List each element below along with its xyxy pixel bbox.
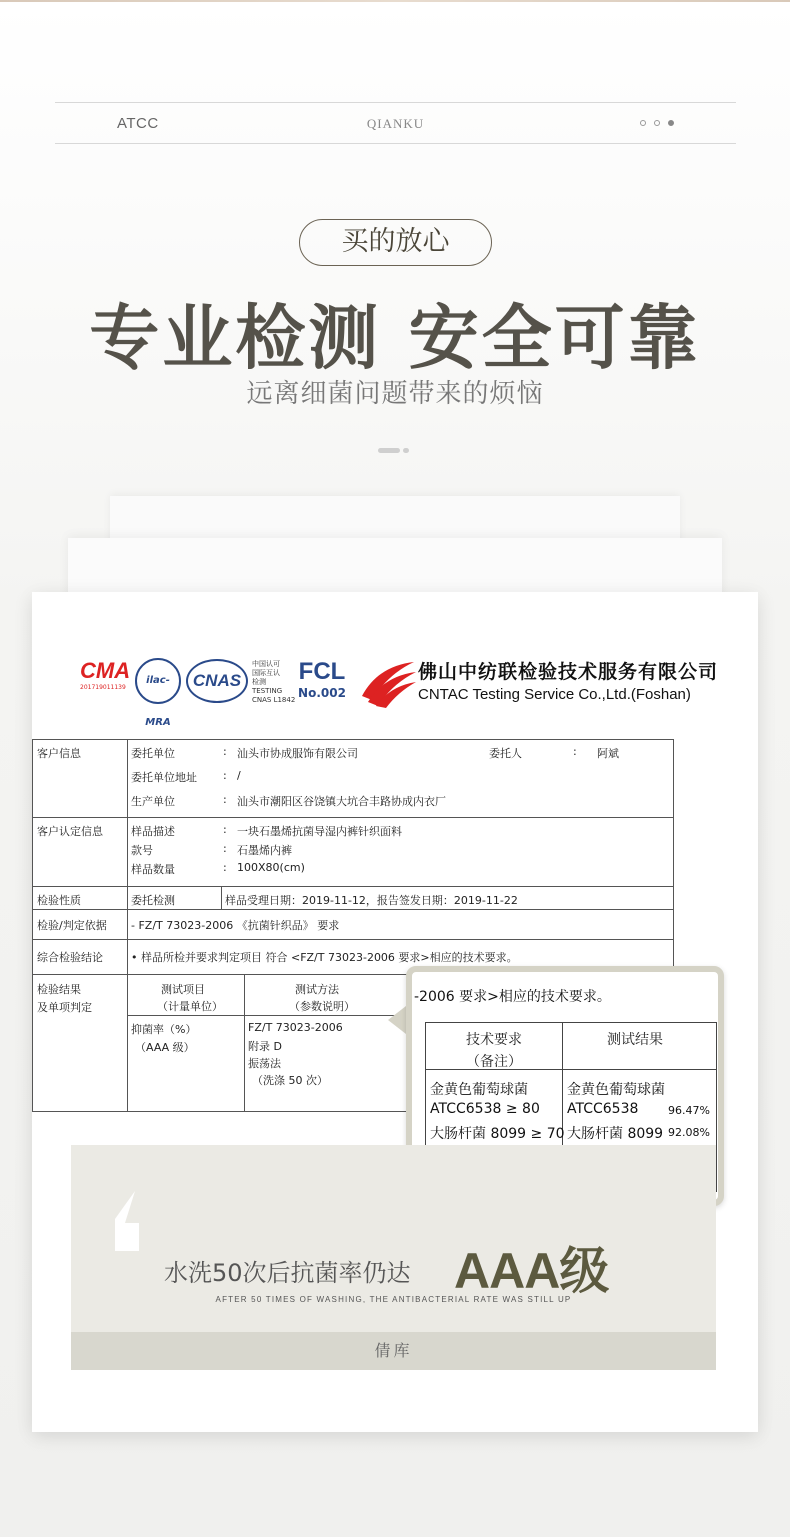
certification-logos xyxy=(80,654,720,728)
callout-pointer xyxy=(388,1006,406,1034)
divider-bar xyxy=(378,448,400,453)
slogan-english: AFTER 50 TIMES OF WASHING, THE ANTIBACTERIAL RATE WAS STILL UP xyxy=(215,1295,572,1304)
hero-title: 专业检测 安全可靠 xyxy=(89,297,701,379)
report-row-nature: 检验性质 委托检测 样品受理日期：2019-11-12，报告签发日期：2019-11-22 xyxy=(32,886,674,910)
slogan-banner xyxy=(71,1145,716,1332)
quote-mark-icon xyxy=(105,1189,141,1253)
cntac-swoosh-icon xyxy=(358,656,418,708)
pager-dot-3-active[interactable] xyxy=(668,120,674,126)
fcl-logo: FCL No.002 xyxy=(298,658,346,700)
hero-subtitle: 远离细菌问题带来的烦恼 xyxy=(246,379,544,409)
report-row-customer: 客户信息 委托单位 : 汕头市协成服饰有限公司 委托人 : 阿斌 委托单位地址 : / 生产单位 : 汕头市潮阳区谷饶镇大坑合丰路协成内衣厂 xyxy=(32,739,674,818)
divider-dot xyxy=(403,448,409,453)
header-left-label: ATCC xyxy=(117,115,159,132)
brand-footer: 倩库 xyxy=(71,1332,716,1370)
report-row-conclusion: 综合检验结论 • 样品所检并要求判定项目 符合 <FZ/T 73023-2006 要求>相应的技术要求。 xyxy=(32,939,674,975)
pager-dot-2[interactable] xyxy=(654,120,660,126)
cnas-text: 中国认可 国际互认 检测 TESTING CNAS L1842 xyxy=(252,660,296,704)
hero-pill: 买的放心 xyxy=(299,219,492,266)
company-name-cn: 佛山中纺联检验技术服务有限公司 xyxy=(418,661,719,683)
ilac-mra-logo: ilac-MRA xyxy=(135,658,181,704)
top-accent-line xyxy=(0,0,790,2)
pager-dots xyxy=(640,120,674,126)
slogan-aaa: AAA级 xyxy=(454,1243,609,1299)
callout-head-text: -2006 要求>相应的技术要求。 xyxy=(414,989,611,1005)
cma-logo: CMA 201719011139 xyxy=(80,658,131,691)
report-row-sample: 客户认定信息 样品描述 : 一块石墨烯抗菌导湿内裤针织面料 款号 : 石墨烯内裤 样品数量 : 100X80(cm) xyxy=(32,817,674,887)
report-row-results: 检验结果 及单项判定 测试项目 （计量单位） 测试方法 （参数说明） 抑菌率（%） （AAA 级） FZ/T 73023-2006 附录 D 振荡法 （洗涤 50 次） xyxy=(32,974,674,1112)
cnas-logo: CNAS xyxy=(186,659,248,703)
slogan-small: 水洗50次后抗菌率仍达 xyxy=(164,1259,411,1287)
header-bar xyxy=(55,102,736,144)
report-row-basis: 检验/判定依据 - FZ/T 73023-2006 《抗菌针织品》 要求 xyxy=(32,909,674,940)
pager-dot-1[interactable] xyxy=(640,120,646,126)
callout-table: 技术要求 （备注） 测试结果 金黄色葡萄球菌 ATCC6538 ≥ 80 大肠杆菌 8099 ≥ 70 金黄色葡萄球菌 ATCC6538 96.47% 大肠杆菌 8099 92.08% xyxy=(425,1022,717,1192)
header-center-label: QIANKU xyxy=(366,116,425,131)
company-name-en: CNTAC Testing Service Co.,Ltd.(Foshan) xyxy=(418,686,691,703)
